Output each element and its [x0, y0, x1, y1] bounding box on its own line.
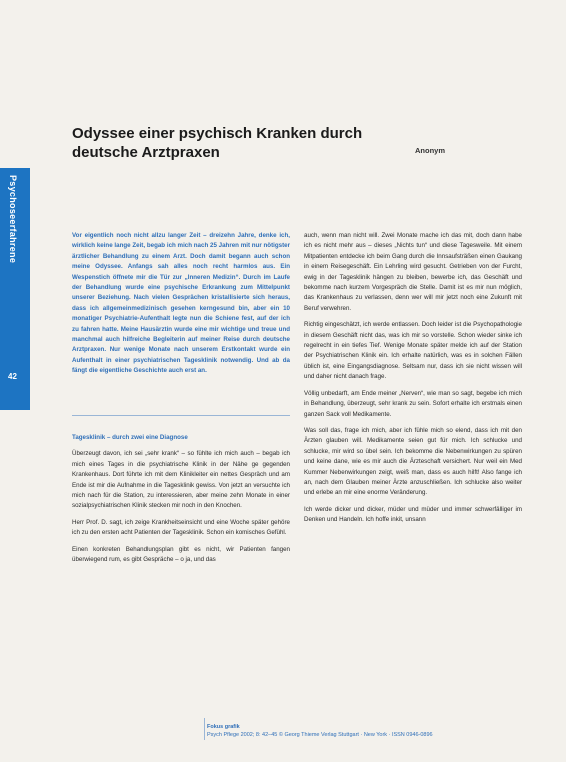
left-column-body: [72, 433, 290, 571]
right-column-body: [304, 231, 522, 532]
page-number: 42: [8, 372, 17, 381]
body-paragraph: Völlig unbedarft, am Ende meiner „Nerven“, wie man so sagt, begebe ich mich in Behandlung, überzeugt, sehr krank zu sein. Sofort erhalte ich erstmals einen ganzen Sack voll Medikamente.: [304, 389, 522, 418]
body-paragraph: Was soll das, frage ich mich, aber ich fühle mich so elend, dass ich mit den Ärzten glauben will. Medikamente seien gut für mich. Ich schlucke und schlucke, mir wird so übel sein. Ich bekomme die Nebenwirkungen zu spüren und keine dane, wie es mir auch die Ärzteschaft versichert. Nur weil ein Med Kummer Nebenwirkungen zeigt, weiß man, dass es auch hilft! Also fange ich an, nach dem Glauben meiner Ärzte anzuschließen. Ich schlucke also weiter und erlebe an mir eine enorme Veränderung.: [304, 426, 522, 497]
left-column-intro: [72, 231, 290, 377]
body-paragraph: auch, wenn man nicht will. Zwei Monate mache ich das mit, doch dann habe ich es nicht mehr aus – dieses „Nichts tun“ und diese Tagesweile. Mit einem Mitpatienten entdecke ich beim Gang durch die Innsaufsträßen einen Gaukang in einem Reisegeschäft. Ein Lehrling wird gesucht. Getrieben von der Furcht, ewig in der Tagesklinik hängen zu bleiben, bewerbe ich, das Geschäft und bekomme nach kurzem Vorgespräch die Stelle. Damit ist es mir nun möglich, das Krankenhaus zu verlassen, denn wer will mir jetzt noch eine Zukunft mit Beruf verwehren.: [304, 232, 522, 312]
footer-citation: Psych Pflege 2002; 8: 42–45 © Georg Thieme Verlag Stuttgart · New York · ISSN 0946-0896: [207, 732, 433, 738]
footer-rule: [204, 718, 205, 740]
section-label: Psychoseerfahrene: [8, 175, 18, 264]
body-paragraph: Überzeugt davon, ich sei „sehr krank“ – so fühlte ich mich auch – begab ich mich eines Tages in die psychiatrische Klinik in der Nähe ge gegenden Krankenhaus. Dort führte ich mit dem Klinikleiter ein nettes Gespräch und am Ende ist mir die Aufnahme in die Tagesklinik gewiss. Von jetzt an versuchte ich mich nach für die Station, zu interessieren, aber meine zehn Monate in einer sozialpsychiatrischen Klinik stecken mir noch in den Knochen.: [72, 450, 290, 510]
section-heading: Tagesklinik – durch zwei eine Diagnose: [72, 434, 188, 441]
section-divider: [72, 415, 290, 416]
article-author: Anonym: [415, 146, 445, 155]
body-paragraph: Herr Prof. D. sagt, ich zeige Krankheitseinsicht und eine Woche später gehöre ich zu den ersten acht Patienten der Tagesklinik. Schon ein komisches Gefühl.: [72, 518, 290, 537]
intro-paragraph: Vor eigentlich noch nicht allzu langer Zeit – dreizehn Jahre, denke ich, wirklich keine lange Zeit, begab ich mich nach 25 Jahren mit nur nötigster ärztlicher Behandlung zu einem Arzt. Doch damit begann auch schon meine Odyssee. Anfangs sah alles noch recht harmlos aus. Ein Wespenstich öffnete mir die Tür zur „Inneren Medizin“. Durch im Laufe der Behandlung wurde eine psychische Erkrankung zum Mittelpunkt unserer Beziehung. Nach vielen Gesprächen kristallisierte sich heraus, dass ich allgemeinmedizinisch gesehen kerngesund bin, aber ein 10 monatiger Psychiatrie-Aufenthalt legte nun die Schiene fest, auf der ich zu fahren hatte. Meine Hausärztin wurde eine mir wichtige und treue und manchmal auch hilfreiche Begleiterin auf meiner Reise durch deutsche Arztpraxen. Nur wenige Monate nach unserem Erstkontakt wurde ein Aufenthalt in einer psychiatrischen Tagesklinik notwendig. Und ab da fängt die eigentliche Geschichte auch erst an.: [72, 232, 290, 375]
body-paragraph: Einen konkreten Behandlungsplan gibt es nicht, wir Patienten fangen überwiegend rum, es gibt Gespräche – o ja, und das: [72, 545, 290, 564]
page-footer: [207, 723, 507, 739]
body-paragraph: Ich werde dicker und dicker, müder und müder und immer schwerfälliger im Denken und Handeln. Ich hoffe inkit, unsann: [304, 505, 522, 524]
article-title: Odyssee einer psychisch Kranken durch deutsche Arztpraxen: [72, 125, 363, 161]
body-paragraph: Richtig eingeschätzt, ich werde entlassen. Doch leider ist die Psychopathologie in diesem Geschäft nicht das, was ich mir so vorstelle. Schon wieder sinke ich regelrecht in ein tiefes Tief. Wenige Monate später melde ich auf der Station der Psychiatrischen Klinik ein. Ich erhalte natürlich, was es in solchen Fällen üblich ist, eine Eingangsdiagnose. Seltsam nur, dass ich sie nicht wissen will und daher nicht danach frage.: [304, 321, 522, 381]
footer-rubric: Fokus grafik: [207, 724, 240, 730]
